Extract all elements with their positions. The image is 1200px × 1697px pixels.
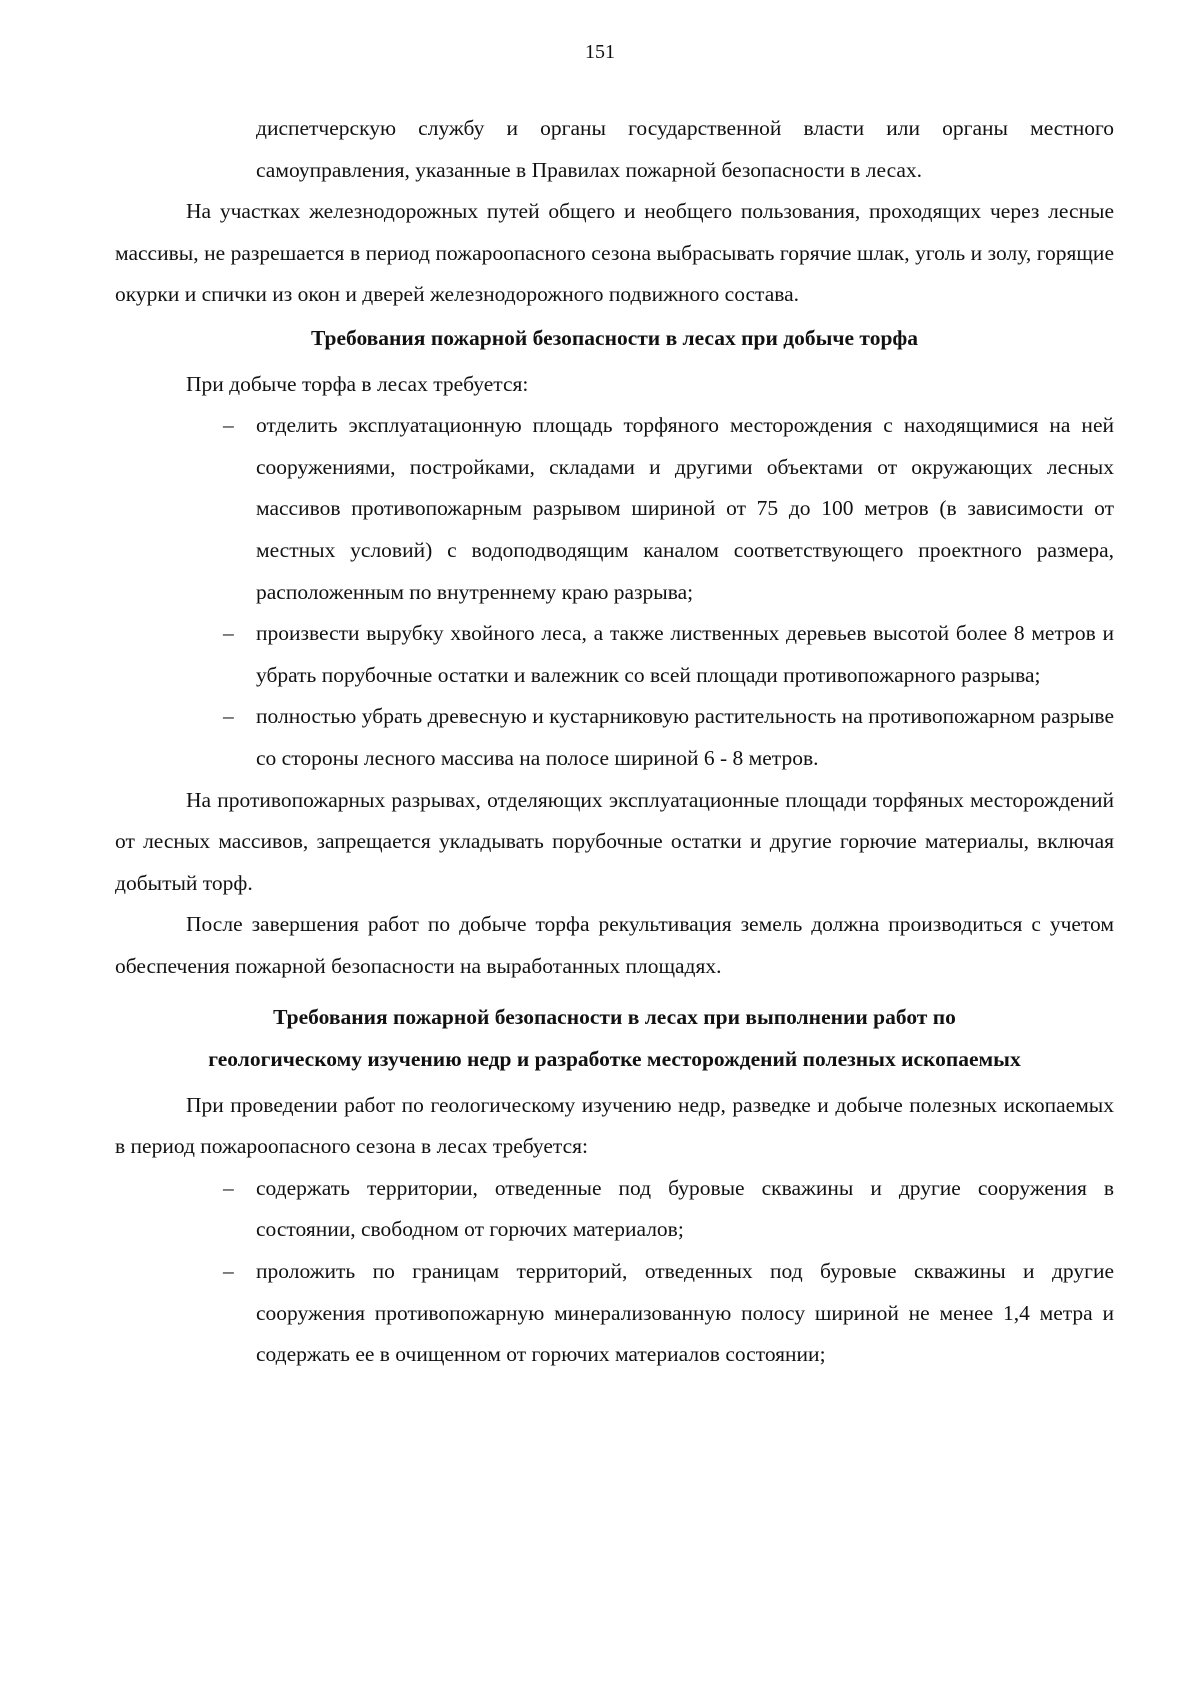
section-peat-paragraph-1: На противопожарных разрывах, отделяющих эксплуатационные площади торфяных месторождений от лесных массивов, запрещается укладывать порубочные остатки и другие горючие материалы, включая добытый торф.	[115, 787, 1114, 895]
section-geology-title-line-1: Требования пожарной безопасности в лесах при выполнении работ по	[273, 1005, 956, 1030]
section-geology-lead: При проведении работ по геологическому изучению недр, разведке и добыче полезных ископаемых в период пожароопасного сезона в лесах требуется:	[115, 1092, 1114, 1159]
document-body	[115, 108, 1114, 1376]
intro-continuation: диспетчерскую службу и органы государственной власти или органы местного самоуправления, указанные в Правилах пожарной безопасности в лесах.	[256, 116, 1114, 182]
list-item-text: произвести вырубку хвойного леса, а также лиственных деревьев высотой более 8 метров и убрать порубочные остатки и валежник со всей площади противопожарного разрыва;	[256, 621, 1114, 687]
section-peat-lead: При добыче торфа в лесах требуется:	[186, 371, 529, 396]
list-item-text: содержать территории, отведенные под буровые скважины и другие сооружения в состоянии, свободном от горючих материалов;	[256, 1175, 1114, 1242]
section-peat-paragraph-2: После завершения работ по добыче торфа рекультивация земель должна производиться с учетом обеспечения пожарной безопасности на выработанных площадях.	[115, 912, 1114, 978]
section-peat-title: Требования пожарной безопасности в лесах при добыче торфа	[310, 325, 919, 350]
list-item-text: полностью убрать древесную и кустарниковую растительность на противопожарном разрыве со стороны лесного массива на полосе шириной 6 - 8 метров.	[256, 704, 1114, 770]
list-item	[115, 405, 1114, 613]
list-dash-marker: –	[223, 1259, 234, 1284]
section-geology-list	[115, 1168, 1114, 1376]
list-item	[115, 613, 1114, 696]
section-geology-title-line-2: геологическому изучению недр и разработке месторождений полезных ископаемых	[208, 1047, 1021, 1072]
list-item-text: отделить эксплуатационную площадь торфяного месторождения с находящимися на ней сооружениями, постройками, складами и другими объектами от окружающих лесных массивов противопожарным разрывом шириной от 75 до 100 метров (в зависимости от местных условий) с водоподводящим каналом соответствующего проектного размера, расположенным по внутреннему краю разрыва;	[256, 413, 1114, 604]
list-item	[115, 1251, 1114, 1376]
list-dash-marker: –	[223, 704, 234, 729]
section-peat-list	[115, 405, 1114, 779]
paragraph-railways: На участках железнодорожных путей общего и необщего пользования, проходящих через лесные массивы, не разрешается в период пожароопасного сезона выбрасывать горячие шлак, уголь и золу, горящие окурки и спички из окон и дверей железнодорожного подвижного состава.	[115, 199, 1114, 307]
section-geology-title	[115, 997, 1114, 1080]
list-item	[115, 1168, 1114, 1251]
list-dash-marker: –	[223, 413, 234, 438]
list-dash-marker: –	[223, 621, 234, 646]
list-dash-marker: –	[223, 1175, 234, 1200]
list-item	[115, 696, 1114, 779]
page-number: 151	[585, 41, 615, 63]
list-item-text: проложить по границам территорий, отведенных под буровые скважины и другие сооружения противопожарную минерализованную полосу шириной не менее 1,4 метра и содержать ее в очищенном от горючих материалов состоянии;	[256, 1259, 1114, 1367]
